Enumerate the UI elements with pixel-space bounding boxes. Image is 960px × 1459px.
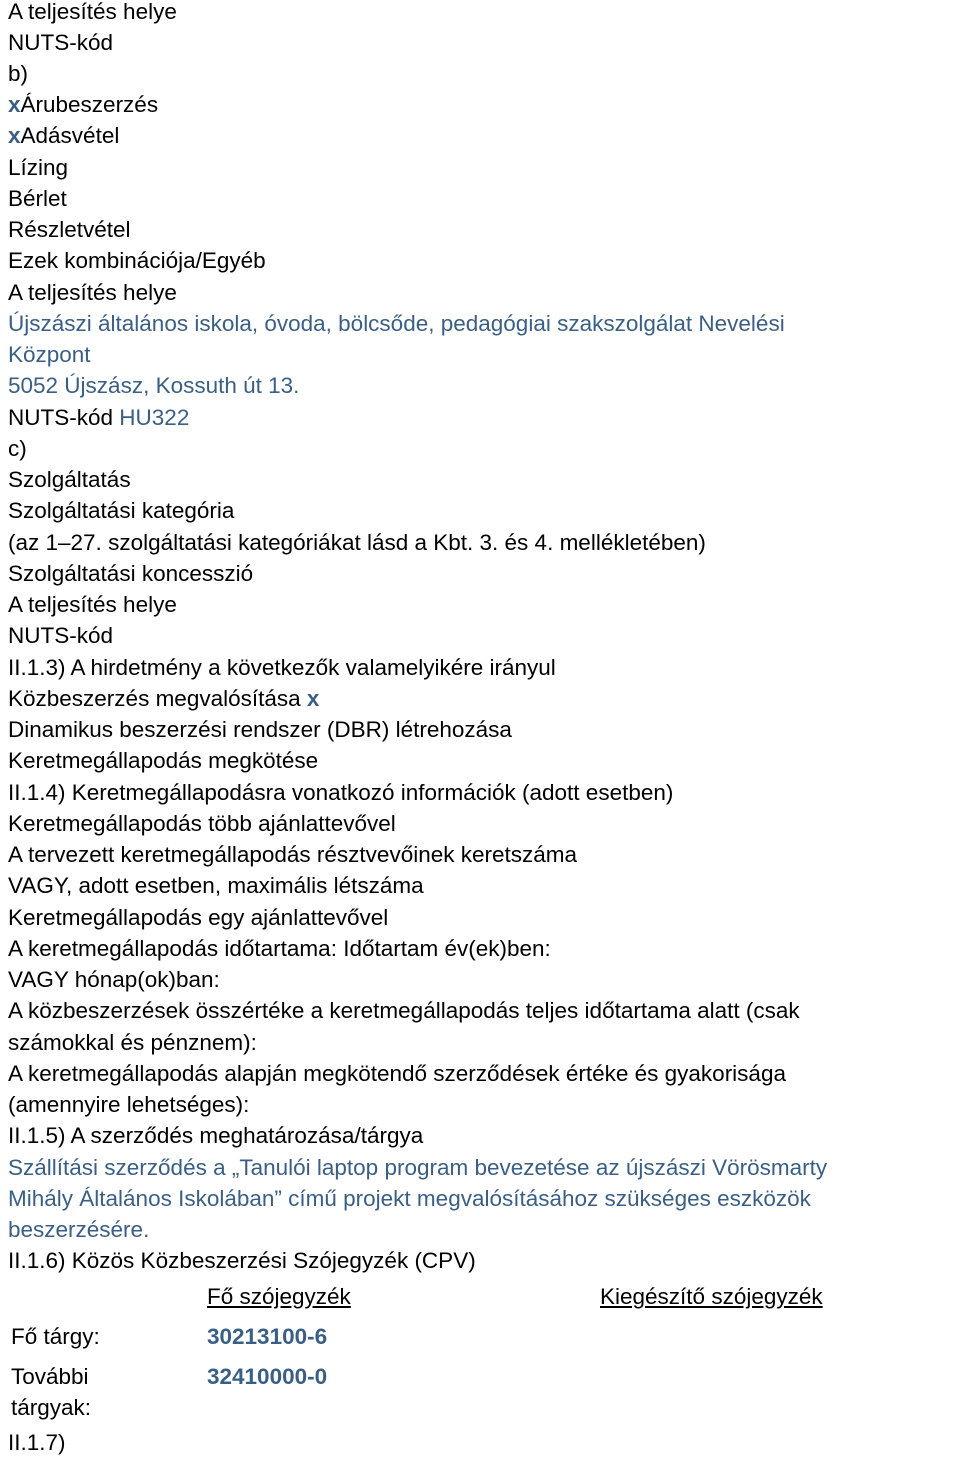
purchase-label: Adásvétel <box>20 123 120 148</box>
contract-value-label-line-2: (amennyire lehetséges): <box>8 1092 250 1117</box>
performance-place-label-3: A teljesítés helye <box>8 592 177 617</box>
contract-description-line-2: Mihály Általános Iskolában” című projekt megvalósításához szükséges eszközök <box>8 1186 811 1211</box>
section-ii-1-4-heading: II.1.4) Keretmegállapodásra vonatkozó információk (adott esetben) <box>8 780 674 805</box>
public-procurement-option <box>8 685 319 713</box>
public-procurement-check-mark: x <box>306 686 320 711</box>
section-ii-1-6-heading: II.1.6) Közös Közbeszerzési Szójegyzék (CPV) <box>8 1248 476 1273</box>
framework-agreement-option: Keretmegállapodás megkötése <box>8 748 319 773</box>
nuts-code-value: HU322 <box>119 405 190 430</box>
leasing-option: Lízing <box>8 155 69 180</box>
dps-option: Dinamikus beszerzési rendszer (DBR) létrehozása <box>8 717 512 742</box>
cpv-main-object-code: 30213100-6 <box>207 1324 328 1349</box>
public-procurement-label: Közbeszerzés megvalósítása <box>8 686 301 711</box>
contract-value-label-line-1: A keretmegállapodás alapján megkötendő szerződések értéke és gyakorisága <box>8 1061 786 1086</box>
framework-duration-months-label: VAGY hónap(ok)ban: <box>8 967 220 992</box>
rental-option: Bérlet <box>8 186 67 211</box>
framework-participants-label: A tervezett keretmegállapodás résztvevőinek keretszáma <box>8 842 578 867</box>
service-concession-option: Szolgáltatási koncesszió <box>8 561 254 586</box>
framework-single-label: Keretmegállapodás egy ajánlattevővel <box>8 905 389 930</box>
total-value-label-line-1: A közbeszerzések összértéke a keretmegállapodás teljes időtartama alatt (csak <box>8 998 800 1023</box>
service-category-note: (az 1–27. szolgáltatási kategóriákat lásd a Kbt. 3. és 4. mellékletében) <box>8 530 706 555</box>
nuts-code-label: NUTS-kód <box>8 30 114 55</box>
section-ii-1-3-heading: II.1.3) A hirdetmény a következők valamelyikére irányul <box>8 655 556 680</box>
nuts-code-label-2: NUTS-kód <box>8 405 114 430</box>
nuts-code-label-3: NUTS-kód <box>8 623 114 648</box>
supply-option <box>8 91 158 119</box>
framework-duration-years-label: A keretmegállapodás időtartama: Időtartam év(ek)ben: <box>8 936 551 961</box>
cpv-supplementary-header: Kiegészítő szójegyzék <box>600 1284 823 1309</box>
supply-check-mark: x <box>8 92 21 117</box>
performance-place-value-line-2: Központ <box>8 342 91 367</box>
combination-option: Ezek kombinációja/Egyéb <box>8 248 266 273</box>
performance-address-value: 5052 Újszász, Kossuth út 13. <box>8 373 300 398</box>
contract-description-line-3: beszerzésére. <box>8 1217 150 1242</box>
total-value-label-line-2: számokkal és pénznem): <box>8 1030 257 1055</box>
section-b-label: b) <box>8 61 29 86</box>
framework-max-label: VAGY, adott esetben, maximális létszáma <box>8 873 424 898</box>
service-category-label: Szolgáltatási kategória <box>8 498 235 523</box>
performance-place-label: A teljesítés helye <box>8 0 177 24</box>
hire-purchase-option: Részletvétel <box>8 217 131 242</box>
contract-description-line-1: Szállítási szerződés a „Tanulói laptop program bevezetése az újszászi Vörösmarty <box>8 1155 828 1180</box>
cpv-main-header: Fő szójegyzék <box>207 1284 351 1309</box>
purchase-check-mark: x <box>8 123 21 148</box>
cpv-additional-objects-label-line-2: tárgyak: <box>11 1395 92 1420</box>
section-ii-1-5-heading: II.1.5) A szerződés meghatározása/tárgya <box>8 1123 424 1148</box>
cpv-additional-object-code: 32410000-0 <box>207 1364 328 1389</box>
cpv-main-object-label: Fő tárgy: <box>11 1324 100 1349</box>
framework-multiple-label: Keretmegállapodás több ajánlattevővel <box>8 811 396 836</box>
supply-label: Árubeszerzés <box>20 92 159 117</box>
cpv-additional-objects-label-line-1: További <box>11 1364 89 1389</box>
performance-place-label-2: A teljesítés helye <box>8 280 177 305</box>
purchase-option <box>8 122 119 150</box>
performance-place-value-line-1: Újszászi általános iskola, óvoda, bölcsőde, pedagógiai szakszolgálat Nevelési <box>8 311 785 336</box>
service-option: Szolgáltatás <box>8 467 131 492</box>
nuts-code-row <box>8 404 189 432</box>
section-ii-1-7-heading: II.1.7) <box>8 1430 66 1455</box>
section-c-label: c) <box>8 436 27 461</box>
